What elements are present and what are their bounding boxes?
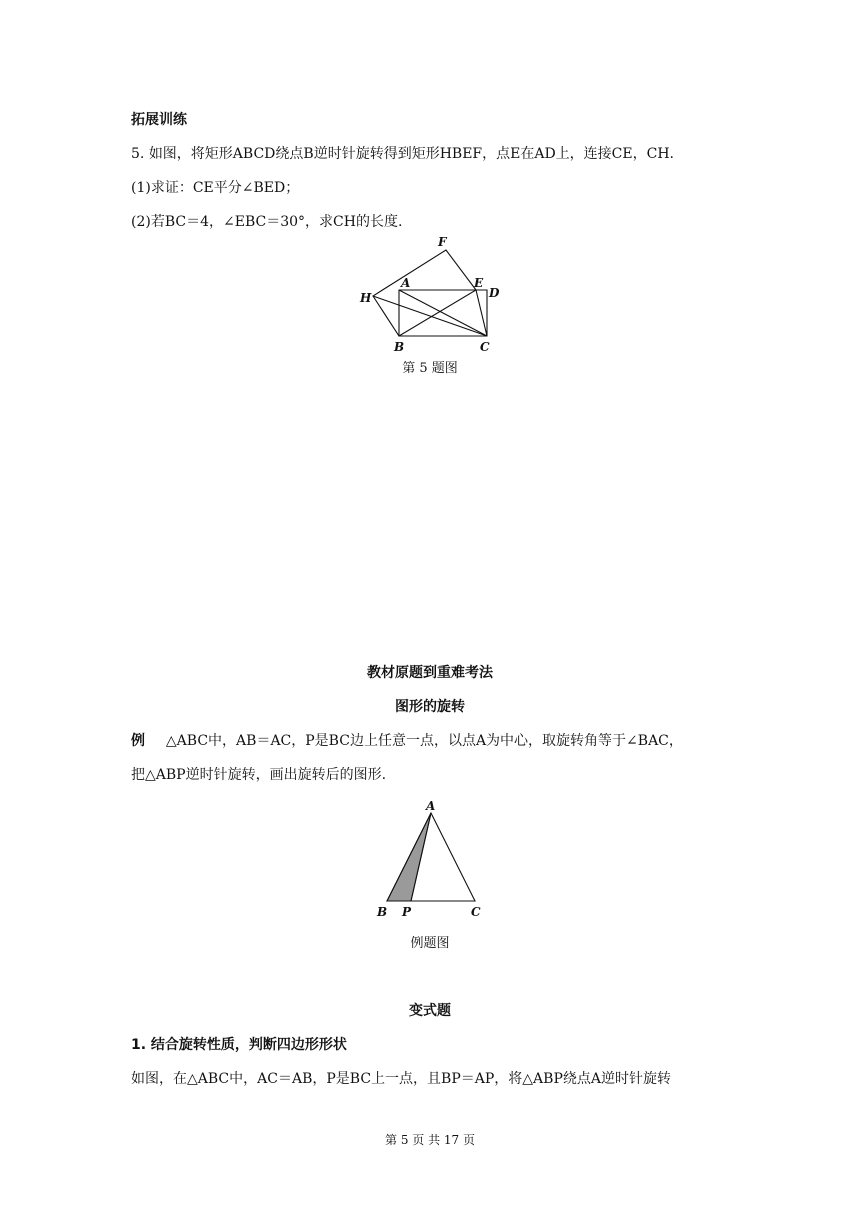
problem-5-caption: 第 5 题图 [402, 361, 458, 376]
variant-1-stem: 如图，在△ABC中，AC＝AB，P是BC上一点，且BP＝AP，将△ABP绕点A逆时针旋转 [131, 1071, 671, 1087]
topic-heading: 图形的旋转 [395, 699, 465, 715]
example-figure [370, 796, 490, 924]
problem-5-part2: (2)若BC＝4，∠EBC＝30°，求CH的长度. [131, 214, 403, 230]
label-a: A [426, 799, 436, 813]
problem-number: 5. [131, 146, 145, 162]
segment-ch [373, 296, 487, 336]
problem-5-part1: (1)求证：CE平分∠BED； [131, 180, 300, 196]
example-label: 例 [131, 733, 145, 749]
label-c: C [471, 905, 481, 919]
problem-5-stem [131, 144, 674, 164]
problem-5-figure [350, 232, 520, 360]
problem-stem-text: 如图，将矩形ABCD绕点B逆时针旋转得到矩形HBEF，点E在AD上，连接CE，CH. [148, 146, 674, 162]
variant-1-title: 1. 结合旋转性质，判断四边形形状 [131, 1037, 347, 1053]
label-f: F [438, 235, 447, 249]
segment-ac [399, 290, 487, 336]
example-line-1 [131, 731, 683, 751]
label-b: B [377, 905, 388, 919]
example-caption: 例题图 [410, 936, 450, 951]
label-e: E [474, 276, 484, 290]
textbook-heading: 教材原题到重难考法 [367, 665, 493, 681]
page-footer: 第 5 页 共 17 页 [385, 1133, 475, 1147]
rectangle-hbef [373, 250, 476, 336]
example-text-1: △ABC中，AB＝AC，P是BC边上任意一点，以点A为中心，取旋转角等于∠BAC， [165, 733, 683, 749]
label-b: B [394, 340, 405, 354]
label-a: A [401, 276, 411, 290]
segment-ce [476, 290, 487, 336]
label-d: D [489, 286, 500, 300]
example-line-2: 把△ABP逆时针旋转，画出旋转后的图形. [131, 767, 387, 783]
label-h: H [360, 291, 372, 305]
label-p: P [402, 905, 412, 919]
section-title: 拓展训练 [131, 112, 187, 128]
label-c: C [480, 340, 490, 354]
variant-heading: 变式题 [409, 1003, 451, 1019]
